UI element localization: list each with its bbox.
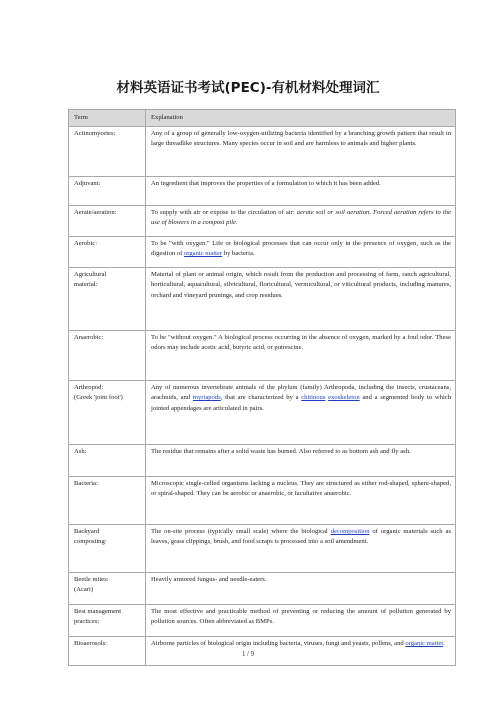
table-row [69,381,456,445]
explanation-cell [146,573,456,605]
explanation-cell [146,237,456,268]
explanation-cell [146,268,456,331]
explanation-text: Material of plant or animal origin, which result from the production and processing of farm, ranch agricultural, horticultural, aquacultural, silvicultural, floricultural, vermicultural, or viticultural products, including manures, orchard and vineyard prunings, and crop residues. [151,271,451,299]
explanation-text: To supply with air or expose to the circulation of air: [151,209,297,217]
term-cell [69,268,146,331]
term-name: Anaerobic: [74,334,104,342]
link-organic-matter[interactable]: organic matter [405,640,444,648]
term-name: Backyard [74,528,100,536]
explanation-text: Any of a group of generally low-oxygen-utilizing bacteria identified by a branching growth pattern that result in large threadlike structures. Many species occur in soil and are harmless to animals and higher plants. [151,130,451,148]
table-row [69,331,456,381]
term-name-line2: composting: [74,538,107,546]
term-cell [69,525,146,573]
explanation-text: To be "with oxygen." Life or biological processes that can occur only in the presence of oxygen, such as the digestion of [151,240,451,258]
term-cell [69,445,146,477]
explanation-text: The on-site process (typically small scale) where the biological [151,528,331,536]
explanation-text: . [443,640,445,648]
term-name-line2: (Greek 'joint foot') [74,394,123,402]
term-name-line2: (Acari) [74,586,94,594]
term-cell [69,605,146,637]
table-row [69,477,456,525]
explanation-cell [146,381,456,445]
table-row [69,177,456,206]
term-name: Aerate/aeration: [74,209,117,217]
link-organic-matter[interactable]: organic matter [183,250,223,258]
table-row [69,525,456,573]
table-row [69,605,456,637]
explanation-cell [146,127,456,177]
header-explanation: Explanation [146,110,456,127]
term-name: Agricultural [74,271,107,279]
term-name-line2: practices: [74,618,100,626]
explanation-text: and a segmented body to which jointed appendages are articulated in pairs. [151,394,451,412]
explanation-text: Any of numerous invertebrate animals of the phylum (family) Arthropoda, including the insects, crustaceans, arachnids, and [151,384,451,402]
term-cell [69,477,146,525]
table-row [69,206,456,237]
term-cell [69,381,146,445]
glossary-table [68,109,456,666]
term-name: Arthropod: [74,384,104,392]
term-name: Aerobic: [74,240,98,248]
table-row [69,445,456,477]
explanation-cell [146,445,456,477]
explanation-cell [146,477,456,525]
header-term: Term [69,110,146,127]
link-decomposition[interactable]: decomposition [330,528,370,536]
explanation-text: Airborne particles of biological origin including bacteria, viruses, fungi and yeasts, pollens, and [151,640,406,648]
explanation-text: Microscopic single-celled organisms lacking a nucleus. They are structured as either rod-shaped, sphere-shaped, or spiral-shaped. They can be aerobic or anaerobic, or facultative anaerobic. [151,480,451,498]
term-cell [69,177,146,206]
term-cell [69,237,146,268]
explanation-text: by bacteria. [222,250,255,258]
term-name-line2: material: [74,281,98,289]
explanation-italic: aerate soil or soil aeration. Forced aeration refers to the use of blowers in a compost pile. [151,209,451,227]
term-name: Ash: [74,448,87,456]
term-cell [69,331,146,381]
term-cell [69,206,146,237]
explanation-cell [146,206,456,237]
term-name: Actinomycetes: [74,130,116,138]
explanation-cell [146,605,456,637]
table-row [69,127,456,177]
link-exoskeleton[interactable]: exoskeleton [328,394,360,402]
link-myriapods[interactable]: myriapods [192,394,221,402]
explanation-text: The residue that remains after a solid waste has burned. Also referred to as bottom ash and fly ash. [151,448,411,456]
explanation-text: , that are characterized by a [220,394,302,402]
explanation-text: An ingredient that improves the properties of a formulation to which it has been added. [151,180,381,188]
page-number: 1 / 9 [241,651,255,658]
table-row [69,268,456,331]
document-title: 材料英语证书考试(PEC)-有机材料处理词汇 [116,80,380,96]
explanation-cell [146,177,456,206]
term-cell [69,127,146,177]
explanation-text: To be "without oxygen." A biological process occurring in the absence of oxygen, marked by a foul odor. These odors may include acetic acid, butyric acid, or putrescine. [151,334,451,352]
table-header-row [69,110,456,127]
table-row [69,237,456,268]
explanation-cell [146,525,456,573]
explanation-text: The most effective and practicable method of preventing or reducing the amount of pollution generated by pollution sources. Often abbreviated as BMPs. [151,608,451,626]
term-name: Beetle mites: [74,576,109,584]
explanation-cell [146,331,456,381]
term-cell [69,573,146,605]
term-name: Bacteria: [74,480,98,488]
explanation-text: Heavily armored fungus- and needle-eaters. [151,576,267,584]
term-name: Best management [74,608,122,616]
link-chitinous[interactable]: chitinous [301,394,326,402]
term-name: Bioaerosols: [74,640,107,648]
table-row [69,573,456,605]
explanation-text: of organic materials such as leaves, grass clippings, brush, and food scraps is processed into a soil amendment. [151,528,451,546]
term-name: Adjuvant: [74,180,101,188]
